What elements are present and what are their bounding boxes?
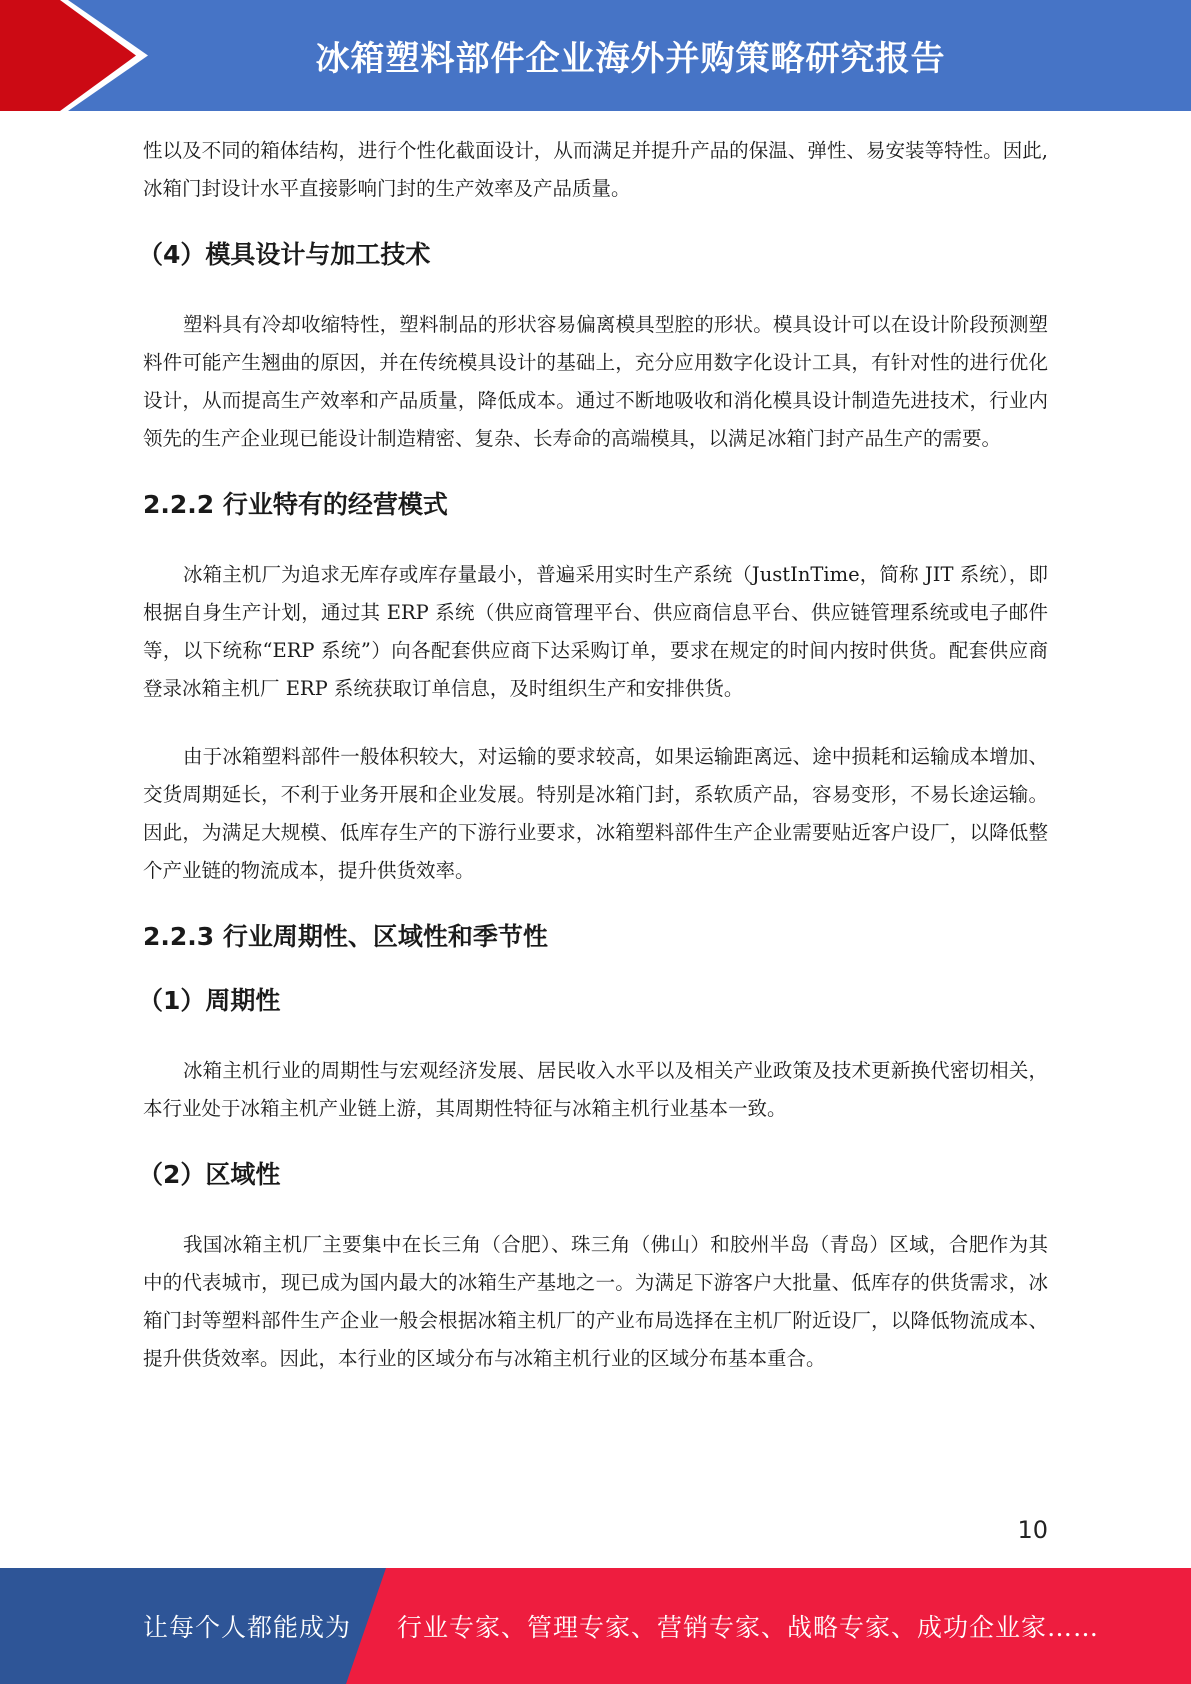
- footer-slogan-right: 行业专家、管理专家、营销专家、战略专家、成功企业家……: [397, 1613, 1100, 1642]
- heading-mold-design: （4）模具设计与加工技术: [138, 240, 431, 269]
- report-title: 冰箱塑料部件企业海外并购策略研究报告: [315, 39, 946, 79]
- heading-regionality: （2）区域性: [138, 1160, 281, 1189]
- document-body: [138, 132, 1048, 1378]
- paragraph-intro: 性以及不同的箱体结构，进行个性化截面设计，从而满足并提升产品的保温、弹性、易安装等特性。因此,冰箱门封设计水平直接影响门封的生产效率及产品质量。: [143, 139, 1048, 200]
- footer-slogan-left: 让每个人都能成为: [143, 1613, 352, 1642]
- page-number: 10: [1017, 1516, 1048, 1544]
- heading-cyclicality: （1）周期性: [138, 986, 281, 1015]
- paragraph-jit: 冰箱主机厂为追求无库存或库存量最小，普遍采用实时生产系统（JustInTime，简称 JIT 系统），即根据自身生产计划，通过其 ERP 系统（供应商管理平台、供应商信息平台、供应链管理系统或电子邮件等，以下统称“ERP 系统”）向各配套供应商下达采购订单，要求在规定的时间内按时供货。配套供应商登录冰箱主机厂 ERP 系统获取订单信息，及时组织生产和安排供货。: [143, 563, 1048, 700]
- paragraph-cyclicality: 冰箱主机行业的周期性与宏观经济发展、居民收入水平以及相关产业政策及技术更新换代密切相关，本行业处于冰箱主机产业链上游，其周期性特征与冰箱主机行业基本一致。: [143, 1059, 1048, 1120]
- page-footer: [0, 1568, 1191, 1684]
- page-header: [0, 0, 1191, 111]
- paragraph-regionality: 我国冰箱主机厂主要集中在长三角（合肥）、珠三角（佛山）和胶州半岛（青岛）区域，合肥作为其中的代表城市，现已成为国内最大的冰箱生产基地之一。为满足下游客户大批量、低库存的供货需求，冰箱门封等塑料部件生产企业一般会根据冰箱主机厂的产业布局选择在主机厂附近设厂，以降低物流成本、提升供货效率。因此，本行业的区域分布与冰箱主机行业的区域分布基本重合。: [143, 1233, 1048, 1370]
- heading-section-2-2-2: 2.2.2 行业特有的经营模式: [143, 490, 448, 519]
- paragraph-transport: 由于冰箱塑料部件一般体积较大，对运输的要求较高，如果运输距离远、途中损耗和运输成本增加、交货周期延长，不利于业务开展和企业发展。特别是冰箱门封，系软质产品，容易变形，不易长途运输。因此，为满足大规模、低库存生产的下游行业要求，冰箱塑料部件生产企业需要贴近客户设厂，以降低整个产业链的物流成本，提升供货效率。: [143, 745, 1048, 882]
- paragraph-mold-design: 塑料具有冷却收缩特性，塑料制品的形状容易偏离模具型腔的形状。模具设计可以在设计阶段预测塑料件可能产生翘曲的原因，并在传统模具设计的基础上，充分应用数字化设计工具，有针对性的进行优化设计，从而提高生产效率和产品质量，降低成本。通过不断地吸收和消化模具设计制造先进技术，行业内领先的生产企业现已能设计制造精密、复杂、长寿命的高端模具，以满足冰箱门封产品生产的需要。: [143, 313, 1048, 450]
- heading-section-2-2-3: 2.2.3 行业周期性、区域性和季节性: [143, 922, 548, 951]
